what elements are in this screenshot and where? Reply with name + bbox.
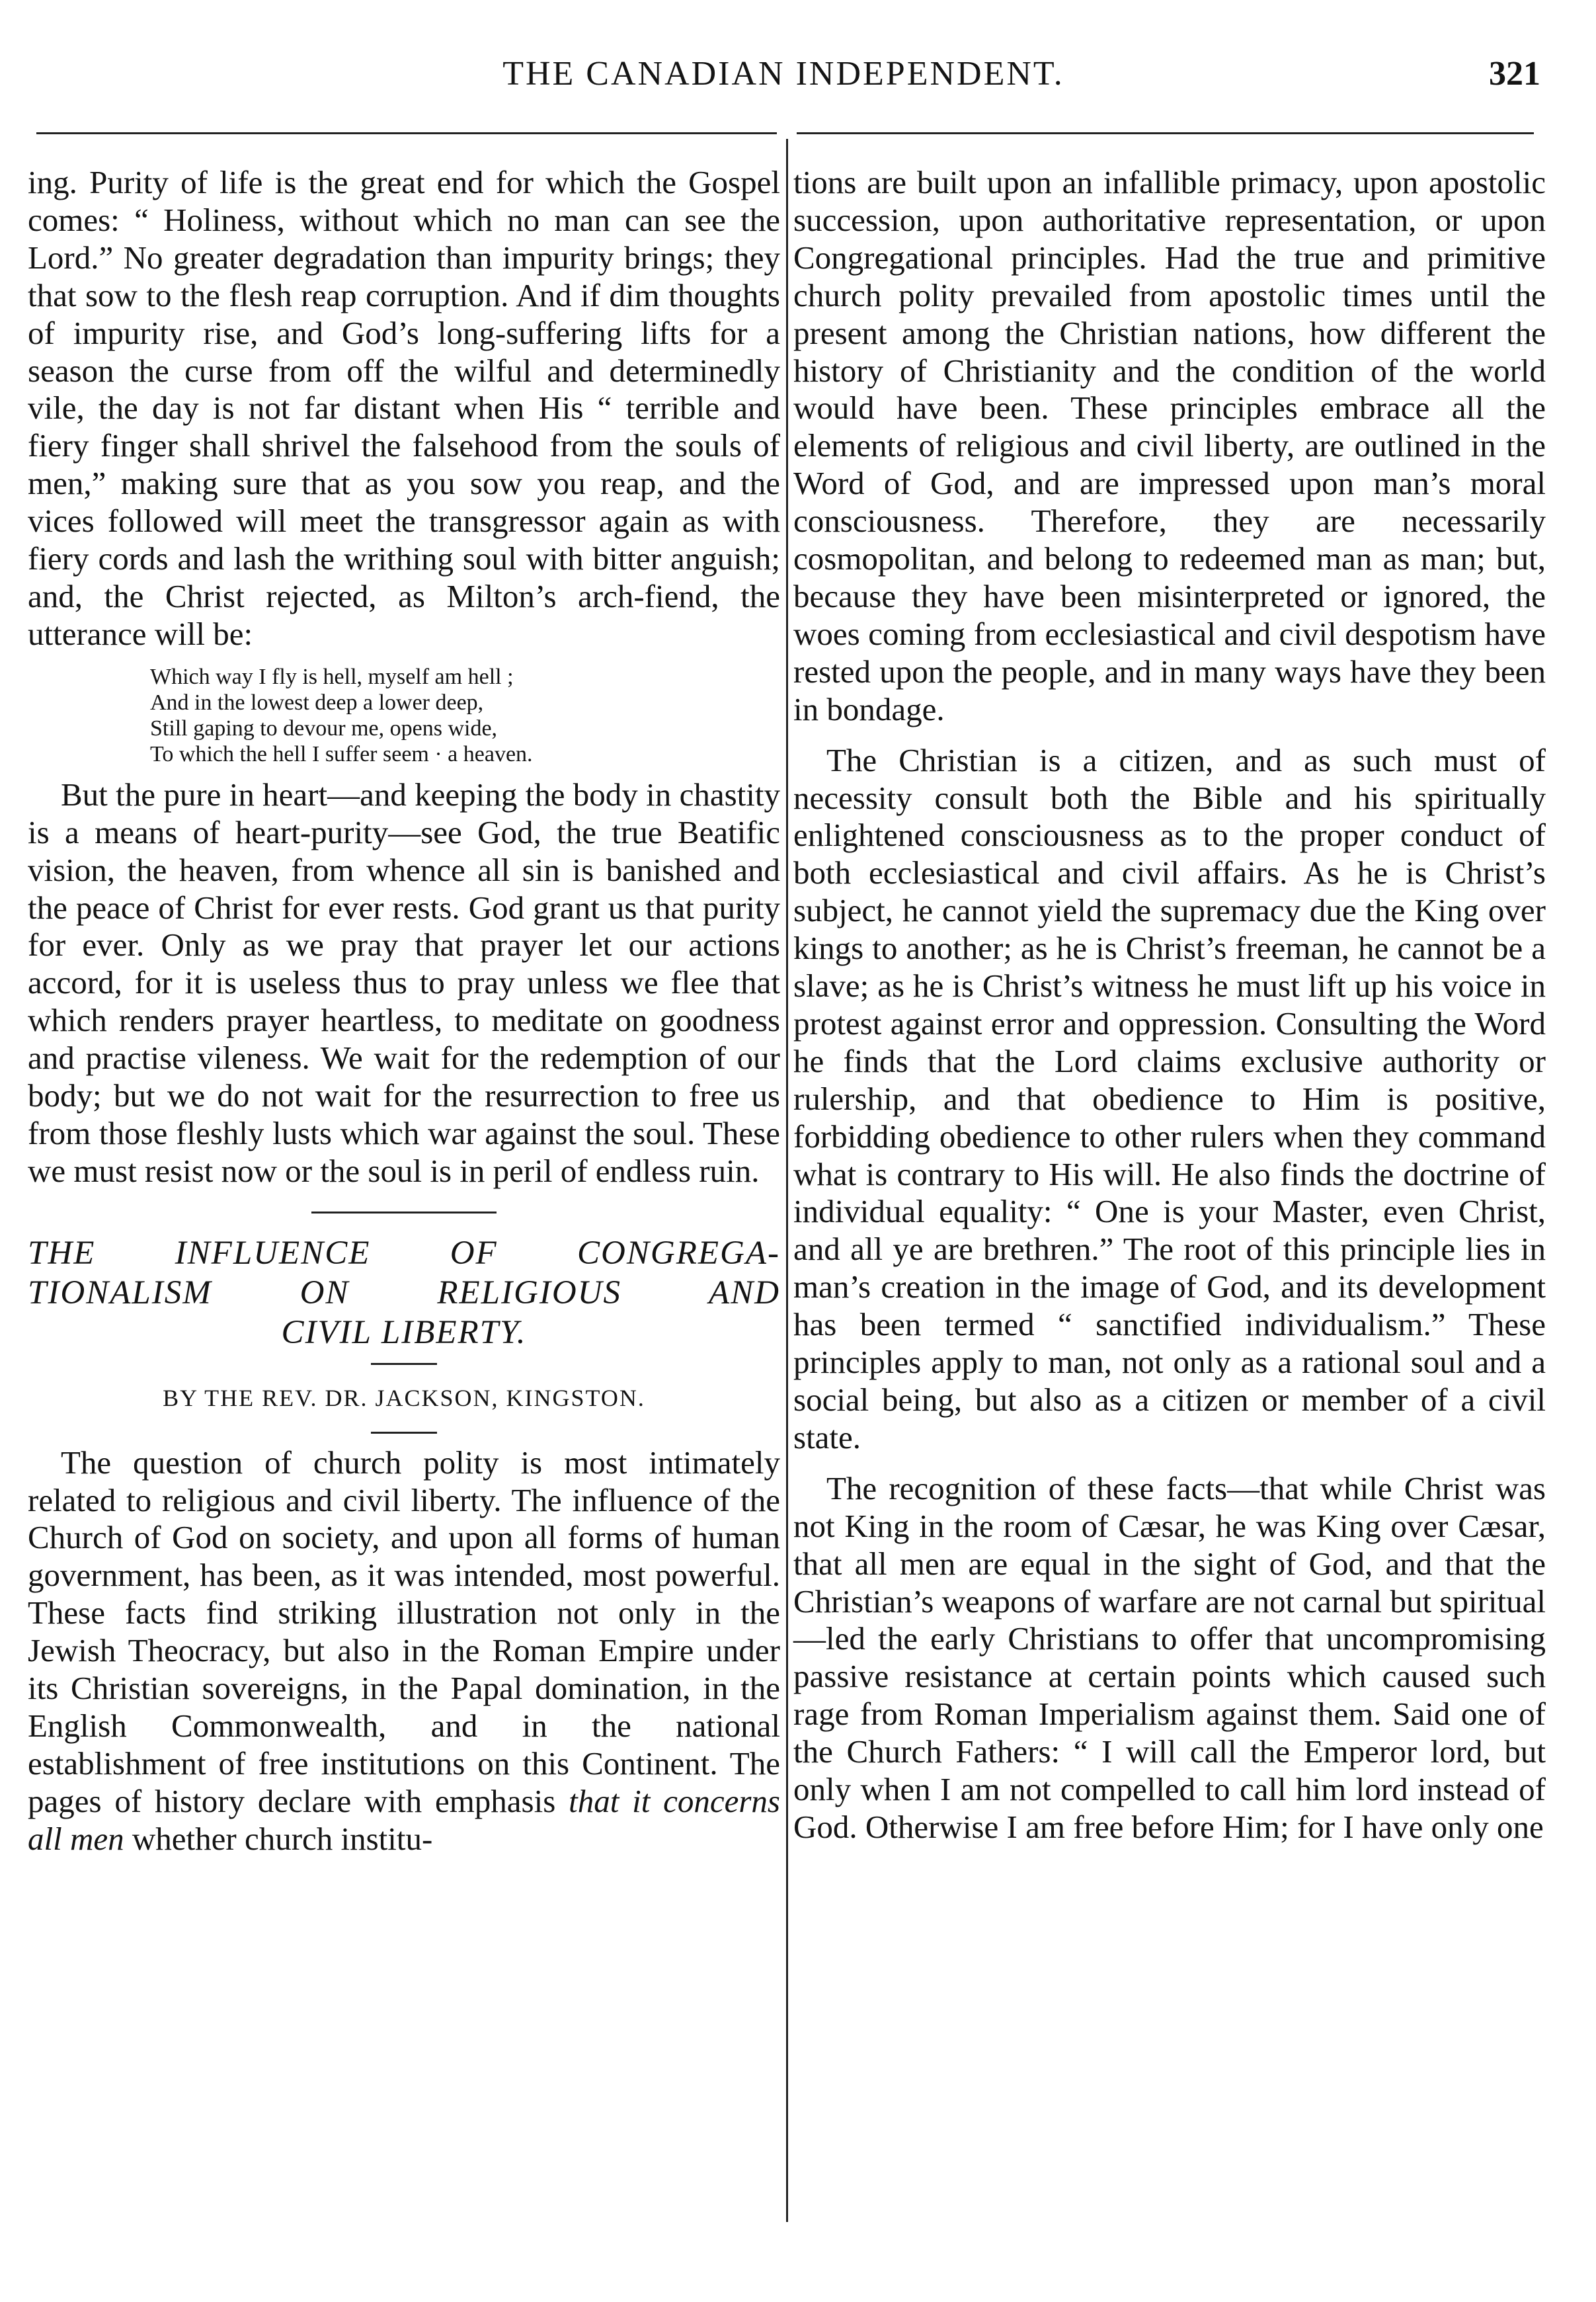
article-title-line: CIVIL LIBERTY. [281,1313,527,1351]
poem-line: Still gaping to devour me, opens wide, [150,716,498,741]
article-title [28,1233,780,1352]
column-divider [786,139,788,2222]
poem-quotation [150,664,780,767]
paragraph: But the pure in heart—and keeping the body in chastity is a means of heart-purity—see God, the true Beatific vision, the heaven, from whence all sin is banished and the peace of Christ for ever rests. God grant us that purity for ever. Only as we pray that prayer let our actions accord, for it is useless thus to pray unless we flee that which renders prayer heartless, to meditate on goodness and practise vileness. We wait for the redemption of our body; but we do not wait for the resurrection to free us from those fleshly lusts which war against the soul. These we must resist now or the soul is in peril of endless ruin. [28,776,780,1189]
poem-line: To which the hell I suffer seem · a heaven. [150,741,533,766]
emphasized-text: that it concerns all men [28,1782,780,1857]
paragraph-text: whether church institu- [132,1820,433,1857]
header-rule-left [36,132,777,134]
paragraph: The recognition of these facts—that while Christ was not King in the room of Cæsar, he was King over Cæsar, that all men are equal in the sight of God, and that the Christian’s weapons of warfare are not carnal but spiritual—led the early Christians to offer that uncompromising passive resistance at certain points which caused such rage from Roman Imperialism against them. Said one of the Church Fathers: “ I will call the Emperor lord, but only when I am not compelled to call him lord instead of God. Otherwise I am free before Him; for I have only one [793,1469,1546,1845]
header-rule-right [797,132,1534,134]
poem-line: Which way I fly is hell, myself am hell ; [150,664,514,689]
title-rule [371,1363,437,1365]
paragraph: tions are built upon an infallible primacy, upon apostolic succession, upon authoritative representation, or upon Congregational principles. Had the true and primitive church polity prevailed from apostolic times until the present among the Christian nations, how different the history of Christianity and the condition of the world would have been. These principles embrace all the elements of religious and civil liberty, are outlined in the Word of God, and are impressed upon man’s moral consciousness. Therefore, they are necessarily cosmopolitan, and belong to redeemed man as man; but, because they have been misinterpreted or ignored, the woes coming from ecclesiastical and civil despotism have rested upon the people, and in many ways have they been in bondage. [793,164,1546,727]
byline: BY THE REV. DR. JACKSON, KINGSTON. [163,1384,645,1411]
paragraph: ing. Purity of life is the great end for which the Gospel comes: “ Holiness, without which no man can see the Lord.” No greater degradation than impurity brings; they that sow to the flesh reap corruption. And if dim thoughts of impurity rise, and God’s long-suffering lifts for a season the curse from off the wilful and determinedly vile, the day is not far distant when His “ terrible and fiery finger shall shrivel the falsehood from the souls of men,” making sure that as you sow you reap, and the vices followed will meet the transgressor again as with fiery cords and lash the writhing soul with bitter anguish; and, the Christ rejected, as Milton’s arch-fiend, the utterance will be: [28,164,780,652]
section-rule [311,1212,497,1213]
left-column [28,164,780,1858]
page-number: 321 [1489,55,1540,93]
article-title-line: TIONALISM ON RELIGIOUS AND [28,1274,780,1311]
journal-title: THE CANADIAN INDEPENDENT. [502,55,1064,93]
right-column [793,164,1546,1846]
article-title-line: THE INFLUENCE OF CONGREGA- [28,1234,780,1272]
byline-rule [371,1432,437,1434]
paragraph-text: The question of church polity is most intimately related to religious and civil liberty. The influence of the Church of God on society, and upon all forms of human government, has been, as it was intended, most powerful. These facts find striking illustration not only in the Jewish Theocracy, but also in the Roman Empire under its Christian sovereigns, in the Papal domination, in the English Commonwealth, and in the national establishment of free institutions on this Continent. The pages of history declare with emphasis [28,1444,780,1819]
paragraph: The Christian is a citizen, and as such must of necessity consult both the Bible and his spiritually enlightened consciousness as to the proper conduct of both ecclesiastical and civil affairs. As he is Christ’s subject, he cannot yield the supremacy due the King over kings to another; as he is Christ’s freeman, he cannot be a slave; as he is Christ’s witness he must lift up his voice in protest against error and oppression. Consulting the Word he finds that the Lord claims exclusive authority or rulership, and that obedience to Him is positive, forbidding obedience to other rulers when they command what is contrary to His will. He also finds the doctrine of individual equality: “ One is your Master, even Christ, and all ye are brethren.” The root of this principle lies in man’s creation in the image of God, and its development has been termed “ sanctified individualism.” These principles apply to man, not only as a rational soul and a social being, but also as a citizen or member of a civil state. [793,741,1546,1456]
page-header [26,54,1540,107]
paragraph [28,1444,780,1858]
poem-line: And in the lowest deep a lower deep, [150,690,484,715]
